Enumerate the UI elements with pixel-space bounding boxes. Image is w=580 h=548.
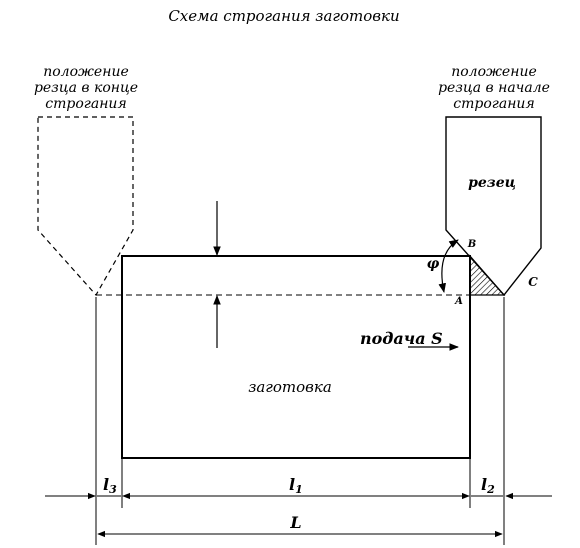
start-position-label-line1: положение	[451, 64, 537, 80]
dim-l3-label: l3	[103, 475, 117, 496]
cutter-end-position-outline	[38, 117, 133, 295]
end-position-label-line2: резца в конце	[33, 80, 139, 96]
end-position-label-line3: строгания	[45, 96, 127, 112]
end-position-label-line1: положение	[43, 64, 129, 80]
dim-l1-label: l1	[289, 475, 303, 496]
start-position-label-line2: резца в начале	[438, 80, 550, 96]
point-a-label: A	[455, 296, 463, 307]
workpiece-rectangle	[122, 256, 470, 458]
diagram-title: Схема строгания заготовки	[168, 7, 400, 25]
start-position-label-line3: строгания	[453, 96, 535, 112]
point-c-label: C	[528, 275, 538, 289]
cutter-label: резец	[468, 175, 516, 191]
dim-total-L-label: L	[290, 513, 302, 532]
dim-l2-label: l2	[481, 475, 495, 496]
cutter-start-position-outline	[446, 117, 541, 295]
angle-phi-arc	[442, 240, 458, 292]
chip-hatched-area	[470, 256, 504, 295]
workpiece-label: заготовка	[248, 378, 332, 396]
angle-phi-label: φ	[426, 256, 440, 272]
point-b-label: B	[467, 239, 477, 250]
feed-label: подача S	[360, 329, 443, 348]
